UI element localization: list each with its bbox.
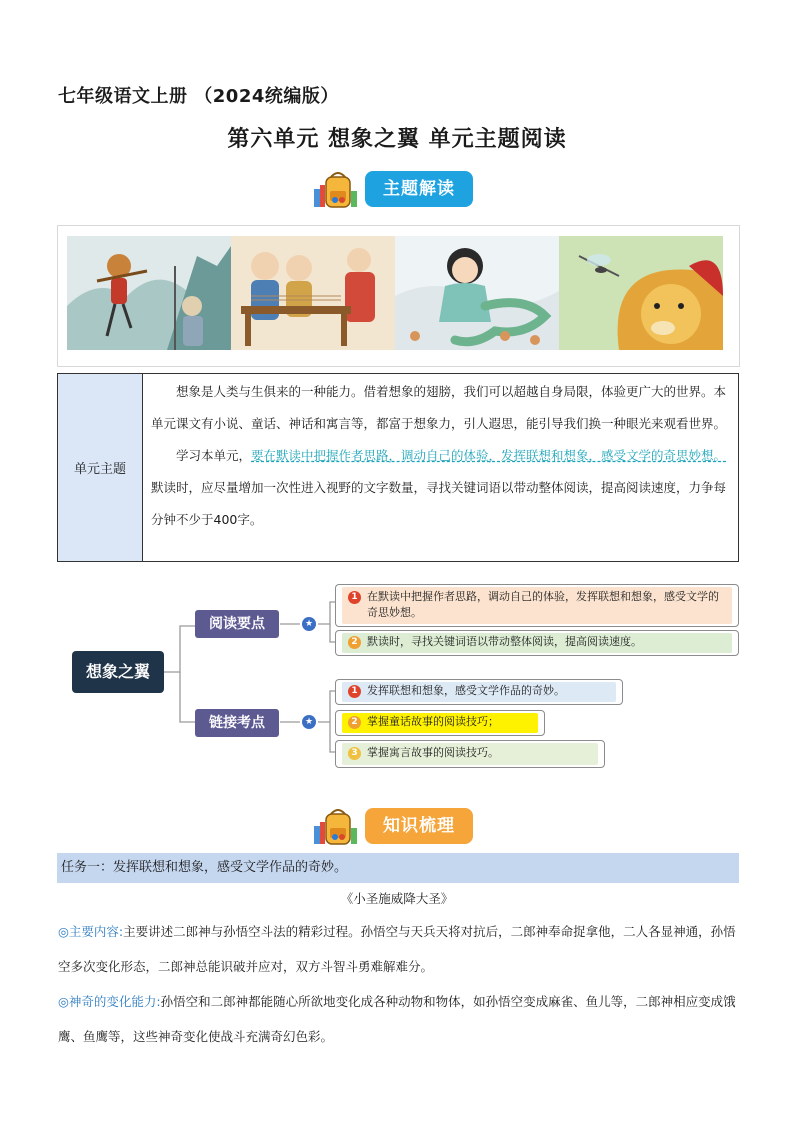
weaving-illustration	[231, 236, 395, 350]
knowledge-section-badge	[311, 804, 473, 848]
grade-subtitle: 七年级语文上册 （2024统编版）	[58, 86, 339, 107]
number-badge: 2	[348, 716, 361, 729]
number-badge: 3	[348, 747, 361, 760]
nuwa-illustration	[395, 236, 559, 350]
lion-mosquito-illustration	[559, 236, 723, 350]
magic-ability-text: 孙悟空和二郎神都能随心所欲地变化成各种动物和物体，如孙悟空变成麻雀、鱼儿等，二郎神相应变成饿鹰、鱼鹰等，这些神奇变化使战斗充满奇幻色彩。	[58, 994, 736, 1044]
star-icon: ★	[302, 617, 316, 631]
theme-paragraph-2-highlight: 要在默读中把握作者思路，调动自己的体验，发挥联想和想象，感受文学的奇思妙想。	[251, 448, 727, 463]
exam-point-3	[335, 740, 605, 768]
exam-point-3-text: 掌握寓言故事的阅读技巧。	[367, 746, 499, 759]
theme-paragraph-2-prefix: 学习本单元，	[176, 448, 252, 463]
exam-point-1-text: 发挥联想和想象，感受文学作品的奇妙。	[367, 684, 565, 697]
main-content-label: ◎主要内容:	[58, 924, 124, 939]
star-icon: ★	[302, 715, 316, 729]
theme-section-badge	[311, 167, 473, 211]
page-title: 第六单元 想象之翼 单元主题阅读	[227, 127, 567, 152]
monkey-king-illustration	[67, 236, 231, 350]
illustration-strip	[57, 225, 740, 367]
exam-point-1	[335, 679, 623, 705]
reading-point-2	[335, 630, 739, 656]
exam-point-2-text: 掌握童话故事的阅读技巧；	[367, 715, 499, 728]
task-heading: 任务一：发挥联想和想象，感受文学作品的奇妙。	[57, 853, 739, 883]
exam-point-2	[335, 710, 545, 736]
unit-theme-table	[57, 373, 739, 562]
theme-badge-label: 主题解读	[365, 171, 473, 207]
theme-table-label: 单元主题	[58, 374, 143, 562]
mindmap-reading-points-node: 阅读要点	[195, 610, 279, 638]
number-badge: 1	[348, 591, 361, 604]
theme-table-body	[143, 374, 739, 562]
reading-point-1	[335, 584, 739, 627]
main-content-paragraph	[58, 914, 740, 984]
reading-point-2-text: 默读时，寻找关键词语以带动整体阅读，提高阅读速度。	[367, 635, 642, 648]
number-badge: 1	[348, 685, 361, 698]
magic-ability-paragraph	[58, 984, 740, 1054]
reading-point-1-text: 在默读中把握作者思路，调动自己的体验，发挥联想和想象，感受文学的奇思妙想。	[367, 590, 719, 619]
backpack-icon	[311, 167, 361, 211]
number-badge: 2	[348, 636, 361, 649]
backpack-icon	[311, 804, 361, 848]
book-title: 《小圣施威降大圣》	[340, 891, 454, 906]
theme-paragraph-2-suffix: 默读时，应尽量增加一次性进入视野的文字数量，寻找关键词语以带动整体阅读，提高阅读速度，力争每分钟不少于400字。	[151, 480, 727, 527]
main-content-text: 主要讲述二郎神与孙悟空斗法的精彩过程。孙悟空与天兵天将对抗后，二郎神奉命捉拿他，二人各显神通，孙悟空多次变化形态，二郎神总能识破并应对，双方斗智斗勇难解难分。	[58, 924, 736, 974]
mindmap-exam-points-node: 链接考点	[195, 709, 279, 737]
theme-paragraph-2	[151, 440, 730, 536]
magic-ability-label: ◎神奇的变化能力:	[58, 994, 161, 1009]
theme-paragraph-1: 想象是人类与生俱来的一种能力。借着想象的翅膀，我们可以超越自身局限，体验更广大的世界。本单元课文有小说、童话、神话和寓言等，都富于想象力，引人遐思，能引导我们换一种眼光来观看世界。	[151, 384, 727, 431]
mindmap-root-node: 想象之翼	[72, 651, 164, 693]
knowledge-badge-label: 知识梳理	[365, 808, 473, 844]
